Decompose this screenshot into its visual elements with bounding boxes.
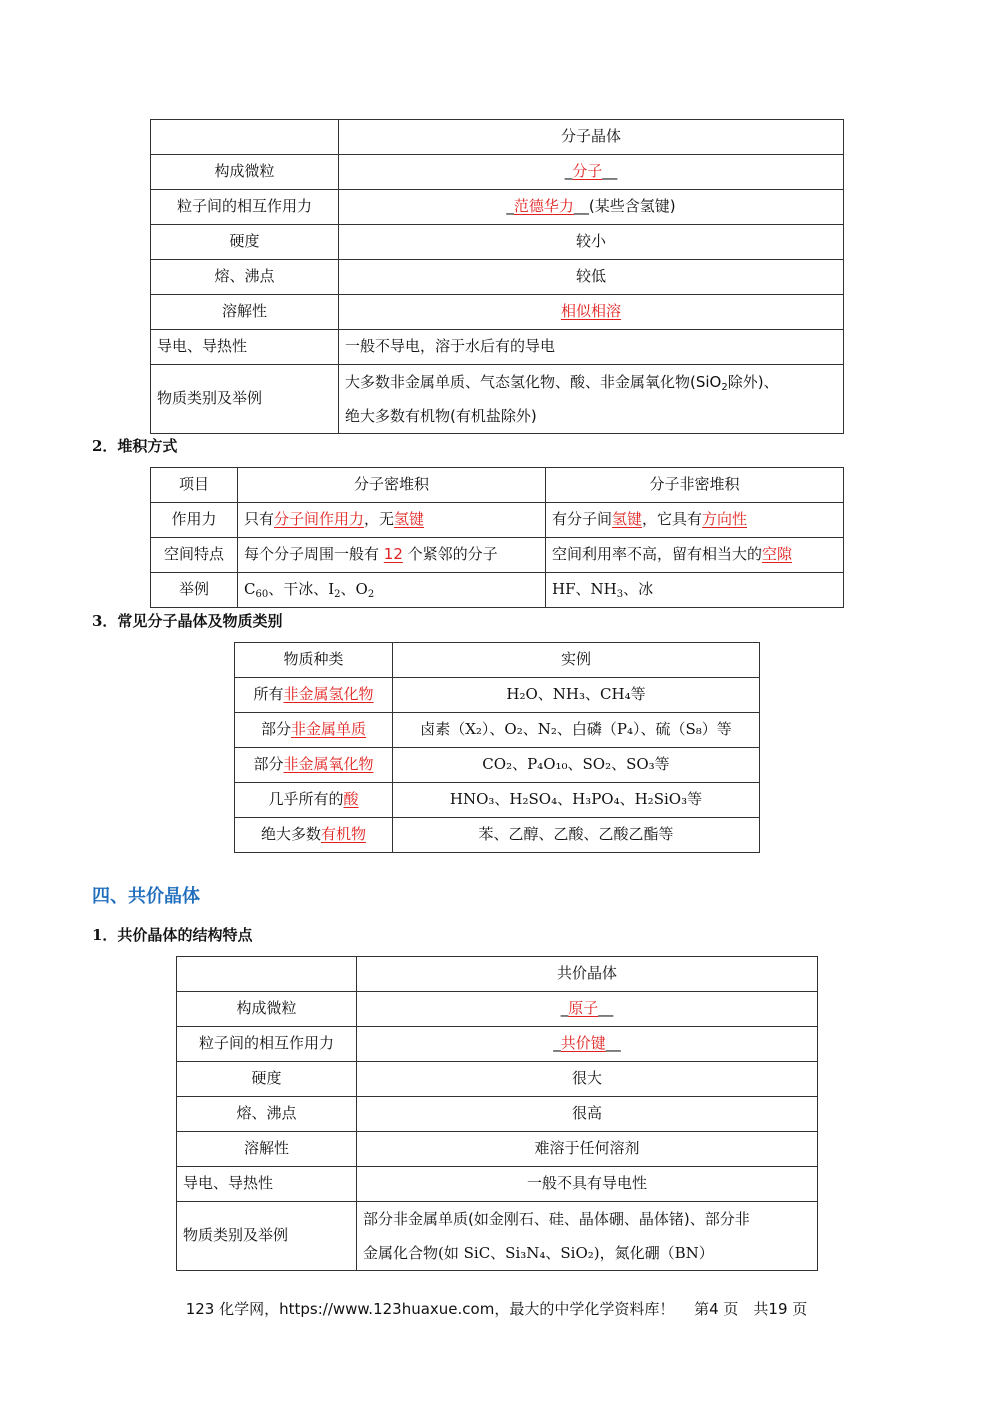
value-cell: 大多数非金属单质、气态氢化物、酸、非金属氧化物(SiO$_2$除外)、 绝大多数有机物(有机盐除外) [339, 365, 844, 434]
answer-cell: _分子__ [339, 155, 844, 190]
row-label: 硬度 [151, 225, 339, 260]
table-header: 实例 [393, 643, 760, 678]
row-label: 物质类别及举例 [177, 1202, 357, 1271]
example-cell: CO₂、P₄O₁₀、SO₂、SO₃等 [393, 748, 760, 783]
row-label: 导电、导热性 [177, 1167, 357, 1202]
category-cell: 部分非金属单质 [235, 713, 393, 748]
table-header: 分子密堆积 [238, 468, 546, 503]
table-header: 物质种类 [235, 643, 393, 678]
row-label: 举例 [151, 573, 238, 608]
page-footer: 123 化学网，https://www.123huaxue.com，最大的中学化学资料库！ 第4 页 共19 页 [185, 1300, 808, 1318]
answer-text: 分子 [572, 162, 603, 181]
value-cell: 部分非金属单质(如金刚石、硅、晶体硼、晶体锗)、部分非 金属化合物(如 SiC、Si₃N₄、SiO₂)，氮化硼（BN） [357, 1202, 818, 1271]
row-label: 物质类别及举例 [151, 365, 339, 434]
example-cell: HNO₃、H₂SO₄、H₃PO₄、H₂SiO₃等 [393, 783, 760, 818]
value-cell: 一般不具有导电性 [357, 1167, 818, 1202]
row-label: 粒子间的相互作用力 [177, 1027, 357, 1062]
heading-stacking: 2．堆积方式 [92, 437, 178, 455]
table-header: 分子晶体 [339, 120, 844, 155]
category-cell: 几乎所有的酸 [235, 783, 393, 818]
example-cell: 苯、乙醇、乙酸、乙酸乙酯等 [393, 818, 760, 853]
row-label: 构成微粒 [177, 992, 357, 1027]
table-header: 共价晶体 [357, 957, 818, 992]
value-cell: 较低 [339, 260, 844, 295]
category-cell: 绝大多数有机物 [235, 818, 393, 853]
example-cell: 卤素（X₂）、O₂、N₂、白磷（P₄）、硫（S₈）等 [393, 713, 760, 748]
answer-cell: _范德华力__(某些含氢键) [339, 190, 844, 225]
row-label: 熔、沸点 [177, 1097, 357, 1132]
section-heading-covalent: 四、共价晶体 [92, 886, 200, 907]
heading-covalent-structure: 1．共价晶体的结构特点 [92, 926, 253, 944]
example-cell: HF、$NH_3$、冰 [546, 573, 844, 608]
common-crystals-table [234, 642, 760, 853]
answer-cell: 空间利用率不高，留有相当大的空隙 [546, 538, 844, 573]
example-cell: $C_{60}$、干冰、$I_2$、$O_2$ [238, 573, 546, 608]
answer-cell: 只有分子间作用力，无氢键 [238, 503, 546, 538]
row-label: 构成微粒 [151, 155, 339, 190]
stacking-table [150, 467, 844, 608]
value-cell: 很高 [357, 1097, 818, 1132]
row-label: 空间特点 [151, 538, 238, 573]
answer-cell: 有分子间氢键，它具有方向性 [546, 503, 844, 538]
row-label: 硬度 [177, 1062, 357, 1097]
value-cell: 难溶于任何溶剂 [357, 1132, 818, 1167]
answer-text: 相似相溶 [560, 302, 621, 321]
answer-cell [339, 295, 844, 330]
answer-cell: _共价键__ [357, 1027, 818, 1062]
covalent-crystal-table [176, 956, 818, 1271]
row-label: 作用力 [151, 503, 238, 538]
answer-cell: 每个分子周围一般有 12 个紧邻的分子 [238, 538, 546, 573]
value-cell: 一般不导电，溶于水后有的导电 [339, 330, 844, 365]
category-cell: 部分非金属氧化物 [235, 748, 393, 783]
value-cell: 很大 [357, 1062, 818, 1097]
answer-text: 范德华力 [513, 197, 574, 216]
heading-common-crystals: 3．常见分子晶体及物质类别 [92, 612, 283, 630]
row-label: 熔、沸点 [151, 260, 339, 295]
example-cell: H₂O、NH₃、CH₄等 [393, 678, 760, 713]
category-cell: 所有非金属氢化物 [235, 678, 393, 713]
row-label: 粒子间的相互作用力 [151, 190, 339, 225]
answer-cell: _原子__ [357, 992, 818, 1027]
molecular-crystal-table [150, 119, 844, 434]
row-label: 溶解性 [151, 295, 339, 330]
table-header: 项目 [151, 468, 238, 503]
value-cell: 较小 [339, 225, 844, 260]
row-label: 溶解性 [177, 1132, 357, 1167]
row-label: 导电、导热性 [151, 330, 339, 365]
table-header: 分子非密堆积 [546, 468, 844, 503]
